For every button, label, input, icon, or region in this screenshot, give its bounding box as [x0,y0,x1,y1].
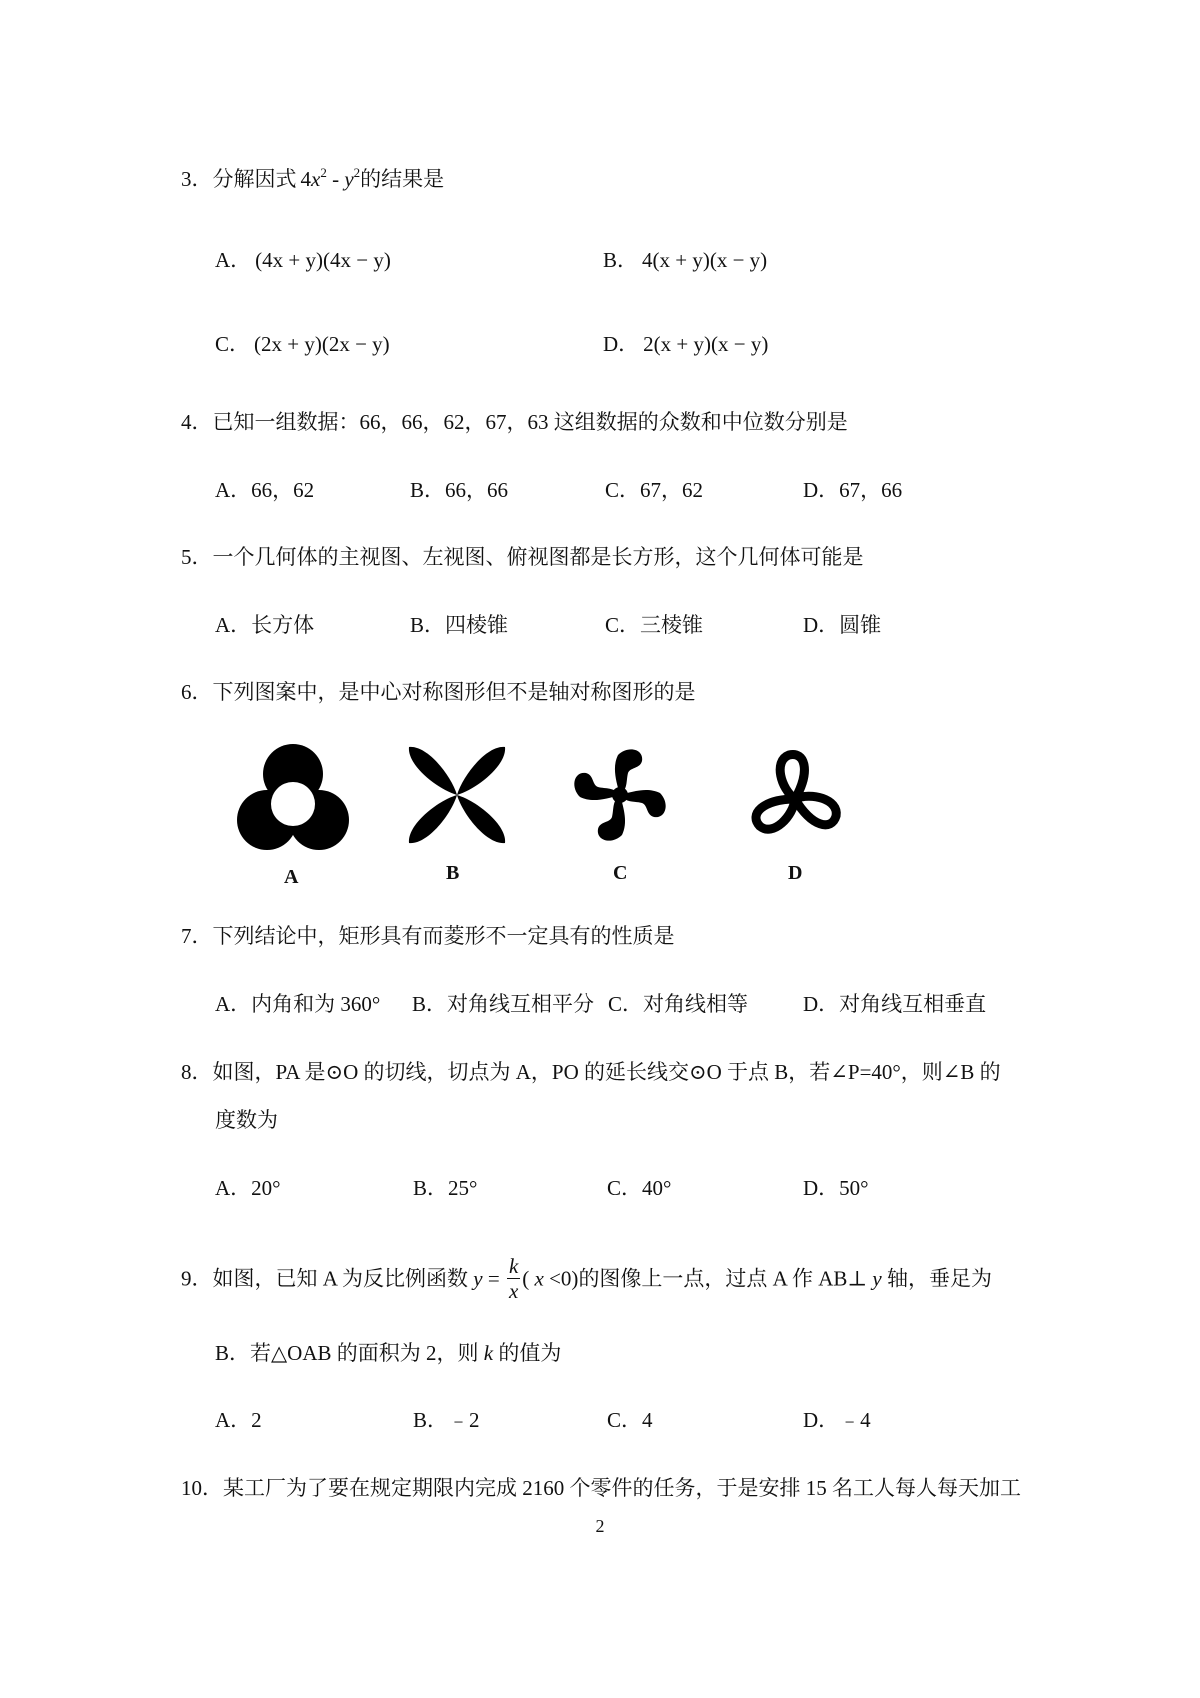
q3-stem-suffix: 的结果是 [360,167,445,191]
q7-option-d[interactable]: D．对角线互相垂直 [803,992,987,1016]
q6-stem: 6．下列图案中，是中心对称图形但不是轴对称图形的是 [181,680,696,704]
q3-stem-prefix: 分解因式 [212,167,297,191]
q5-stem: 5．一个几何体的主视图、左视图、俯视图都是长方形，这个几何体可能是 [181,545,864,569]
q4-option-d[interactable]: D．67，66 [803,478,903,502]
q7-option-b[interactable]: B．对角线互相平分 [412,992,595,1016]
q3-option-b[interactable]: B． 4(x + y)(x − y) [603,248,768,272]
q7-option-c[interactable]: C．对角线相等 [608,992,749,1016]
pinwheel-icon[interactable] [570,745,670,845]
q9-fraction: $\frac{k}{x}$ [508,1254,519,1303]
q3-option-a[interactable]: A． (4x + y)(4x − y) [215,248,391,272]
q9-option-c[interactable]: C．4 [607,1408,653,1432]
q3-number: 3． [181,167,213,191]
q8-option-d[interactable]: D．50° [803,1176,869,1200]
q9-option-b[interactable]: B．﹣2 [413,1408,480,1432]
q8-option-c[interactable]: C．40° [607,1176,672,1200]
figure-label-b: B [446,862,460,884]
q5-option-c[interactable]: C．三棱锥 [605,613,704,637]
q9-stem-line2: B．若△OAB 的面积为 2，则 k 的值为 [215,1341,562,1365]
q3-expression: $4x^2 - y^2$ [300,165,361,191]
q3-stem [181,165,444,193]
q5-option-a[interactable]: A．长方体 [215,613,315,637]
trefoil-knot-icon[interactable] [745,745,845,845]
page-number: 2 [595,1516,605,1536]
q9-option-a[interactable]: A．2 [215,1408,262,1432]
q4-option-b[interactable]: B．66，66 [410,478,509,502]
three-ring-knot-icon[interactable] [238,742,348,852]
q4-option-a[interactable]: A．66，62 [215,478,315,502]
figure-label-d: D [788,862,803,884]
q8-option-b[interactable]: B．25° [413,1176,478,1200]
figure-label-a: A [284,866,299,888]
q9-stem-line1: 9．如图，已知 A 为反比例函数 y = $\frac{k}{x}$ ( x <0)的图像上一点，过点 A 作 AB⊥ y 轴，垂足为 [181,1254,992,1303]
q7-stem: 7．下列结论中，矩形具有而菱形不一定具有的性质是 [181,924,675,948]
q3-option-c[interactable]: C． (2x + y)(2x − y) [215,332,390,356]
q4-option-c[interactable]: C．67，62 [605,478,704,502]
four-petal-cross-icon[interactable] [407,745,507,845]
q5-option-d[interactable]: D．圆锥 [803,613,882,637]
q7-option-a[interactable]: A．内角和为 360° [215,992,381,1016]
q8-option-a[interactable]: A．20° [215,1176,281,1200]
q5-option-b[interactable]: B．四棱锥 [410,613,509,637]
q9-option-d[interactable]: D．﹣4 [803,1408,871,1432]
q8-stem-line1: 8．如图，PA 是⊙O 的切线，切点为 A，PO 的延长线交⊙O 于点 B，若∠P=40°，则∠B 的 [181,1060,1001,1084]
q3-option-d[interactable]: D． 2(x + y)(x − y) [603,332,769,356]
q4-stem: 4．已知一组数据：66，66，62，67，63 这组数据的众数和中位数分别是 [181,410,848,434]
q8-stem-line2: 度数为 [215,1108,278,1132]
figure-label-c: C [613,862,628,884]
q10-stem: 10．某工厂为了要在规定期限内完成 2160 个零件的任务，于是安排 15 名工人每人每天加工 [181,1476,1021,1500]
